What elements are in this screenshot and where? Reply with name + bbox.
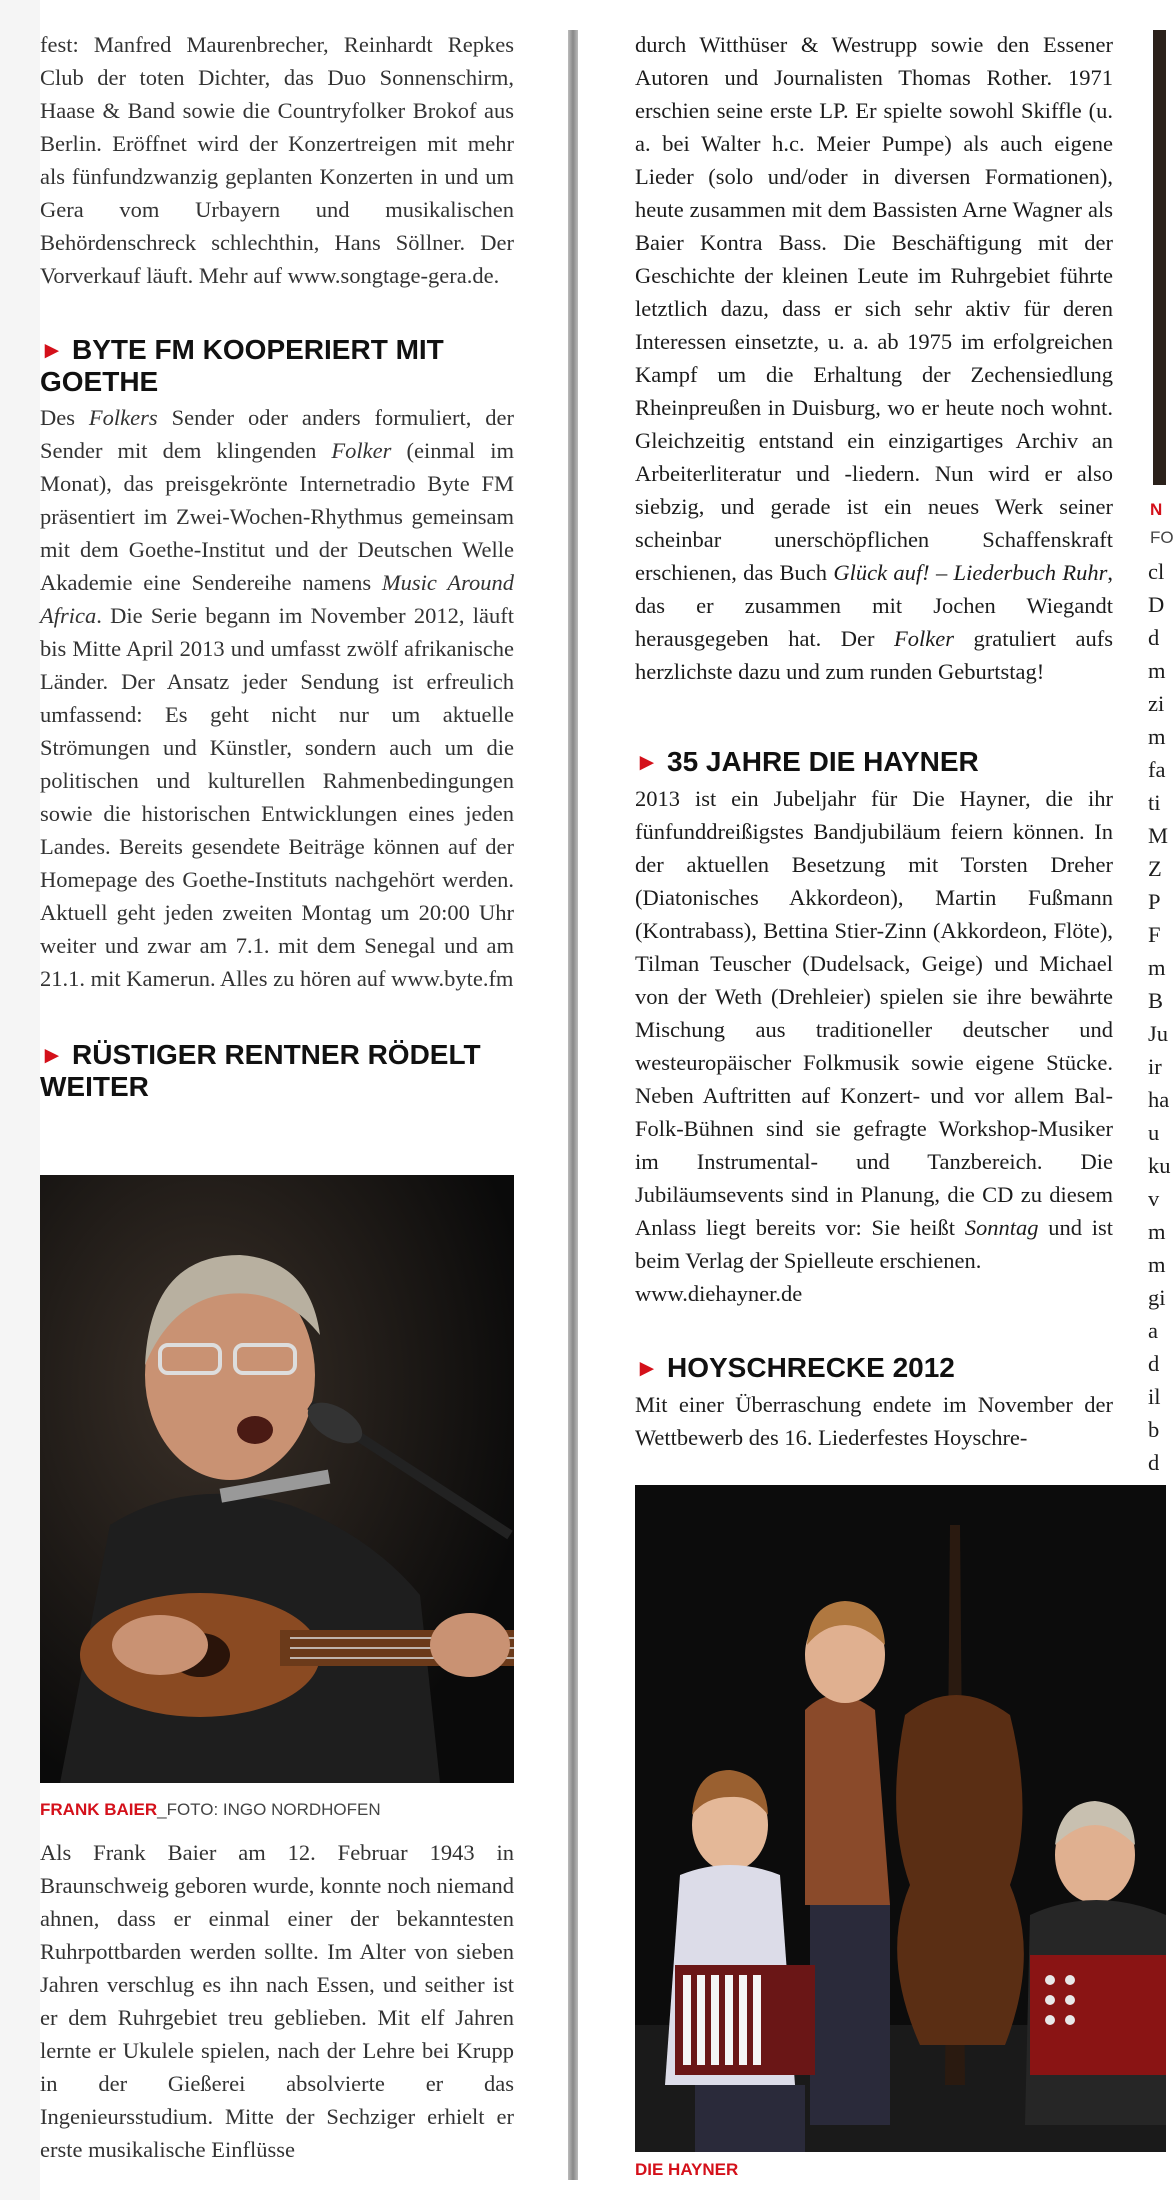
byte-fm-paragraph: [40, 401, 514, 995]
rentner-continuation: [635, 28, 1113, 688]
cut-off-line-fragment: m: [1148, 1252, 1166, 1277]
cut-off-line-fragment: a: [1148, 1318, 1158, 1343]
cut-off-line-fragment: v: [1148, 1186, 1160, 1211]
byte-fm-heading: [40, 334, 514, 397]
cut-off-line-fragment: b: [1148, 1417, 1160, 1442]
hayner-link[interactable]: www.diehayner.de: [635, 1281, 803, 1306]
cut-off-line-fragment: fa: [1148, 757, 1166, 782]
cut-off-line-fragment: m: [1148, 1219, 1166, 1244]
hoyschrecke-heading: [635, 1352, 1113, 1384]
cut-off-line-fragment: d: [1148, 1351, 1160, 1376]
hoyschrecke-heading-text: HOYSCHRECKE 2012: [667, 1352, 955, 1383]
hayner-em-1: Sonntag: [964, 1215, 1039, 1240]
byte-em-1: Folkers: [88, 405, 158, 430]
rentner-paragraph: Als Frank Baier am 12. Februar 1943 in Braunschweig geboren wurde, konnte noch niemand ahnen, dass er einmal einer der bekanntesten Ruhrpottbarden werden sollte. Im Alter von sieben Jahren verschlug es ihn nach Essen, und seither ist er dem Ruhrgebiet treu geblieben. Mit elf Jahren lernte er Ukulele spielen, nach der Lehre bei Krupp in der Gießerei absolvierte er das Ingenieursstudium. Mitte der Sechziger erhielt er erste musikalische Einflüsse: [40, 1840, 514, 2162]
cut-off-line-fragment: m: [1148, 955, 1166, 980]
byte-em-2: Folker: [331, 438, 392, 463]
cut-off-line-fragment: gi: [1148, 1285, 1166, 1310]
cut-off-line-fragment: F: [1148, 922, 1161, 947]
byte-text-1: Des: [40, 405, 89, 430]
frank-baier-photo-illustration: [40, 1175, 514, 1783]
die-hayner-photo: [635, 1485, 1166, 2152]
die-hayner-caption-text: DIE HAYNER: [635, 2160, 739, 2179]
cut-off-line-fragment: m: [1148, 724, 1166, 749]
rentner-heading: [40, 1039, 514, 1102]
frank-baier-caption: [40, 1800, 381, 1820]
cut-off-photo: [1153, 30, 1166, 485]
die-hayner-photo-illustration: [635, 1485, 1166, 2152]
cut-off-line-fragment: il: [1148, 1384, 1161, 1409]
cut-off-line-fragment: u: [1148, 1120, 1160, 1145]
cut-off-line-fragment: Ju: [1148, 1021, 1169, 1046]
byte-text-2: Sender oder anders formuliert, der Sender mit dem klingenden: [40, 405, 514, 463]
cut-off-line-fragment: d: [1148, 625, 1160, 650]
hayner-text-2: und ist beim Verlag der Spielleute erschienen.: [635, 1215, 1113, 1273]
cut-off-line-fragment: ti: [1148, 790, 1161, 815]
arrow-icon: ►: [40, 337, 64, 364]
cut-off-line-fragment: ku: [1148, 1153, 1171, 1178]
cut-off-caption: [1150, 500, 1162, 520]
hayner-paragraph: [635, 782, 1113, 1277]
arrow-icon: ►: [40, 1042, 64, 1069]
cut-off-line-fragment: Z: [1148, 856, 1162, 881]
cut-off-line-fragment: ir: [1148, 1054, 1162, 1079]
cut-off-line-fragment: d: [1148, 1450, 1160, 1475]
cut-off-line-fragment: P: [1148, 889, 1161, 914]
cut-off-column: [1148, 555, 1171, 1479]
cut-off-line-fragment: M: [1148, 823, 1169, 848]
caption-name: FRANK BAIER: [40, 1800, 158, 1819]
hayner-heading: [635, 746, 1113, 778]
cont-text-3: gratuliert aufs herzlichste dazu und zum runden Geburtstag!: [635, 626, 1113, 684]
arrow-icon: ►: [635, 749, 659, 776]
byte-text-4: . Die Serie begann im November 2012, läuft bis Mitte April 2013 und umfasst zwölf afrikanische Länder. Der Ansatz jeder Sendung ist erfreulich umfassend: Es geht nicht nur um aktuelle Strömungen und Künstler, sondern auch um die politischen und kulturellen Rahmenbedingungen sowie die historischen Entwicklungen eines jeden Landes. Bereits gesendete Beiträge können auf der Homepage des Goethe-Instituts nachgehört werden. Aktuell geht jeden zweiten Montag um 20:00 Uhr weiter und zwar am 7.1. mit dem Senegal und am 21.1. mit Kamerun. Alles zu hören auf www.byte.fm: [40, 603, 514, 991]
cont-em-2: Folker: [894, 626, 955, 651]
middle-column: [635, 28, 1113, 1454]
cut-off-caption-fo: FO: [1150, 528, 1174, 547]
page-edge-shadow: [0, 0, 40, 2200]
cont-text-1: durch Witthüser & Westrupp sowie den Essener Autoren und Journalisten Thomas Rother. 1971 erschien seine erste LP. Er spielte sowohl Skiffle (u. a. bei Walter h.c. Meier Pumpe) als auch eigene Lieder (solo und/oder in diversen Formationen), heute zusammen mit dem Bassisten Arne Wagner als Baier Kontra Bass. Die Beschäftigung mit der Geschichte der kleinen Leute im Ruhrgebiet führte letztlich dazu, dass er sich sehr aktiv für deren Interessen einsetzte, u. a. ab 1975 im erfolgreichen Kampf um die Erhaltung der Zechensiedlung Rheinpreußen in Duisburg, wo er heute noch wohnt. Gleichzeitig entstand ein einzigartiges Archiv an Arbeiterliteratur und -liedern. Nun wird er also siebzig, und gerade ist ein neues Werk seiner scheinbar unerschöpflichen Schaffenskraft erschienen, das Buch: [635, 32, 1113, 585]
frank-baier-photo: [40, 1175, 514, 1783]
page-gutter: [568, 30, 578, 2180]
cut-off-line-fragment: m: [1148, 658, 1166, 683]
cut-off-line-fragment: D: [1148, 592, 1165, 617]
cut-off-line-fragment: ha: [1148, 1087, 1170, 1112]
die-hayner-caption: [635, 2160, 738, 2180]
intro-paragraph: fest: Manfred Maurenbrecher, Reinhardt Repkes Club der toten Dichter, das Duo Sonnenschirm, Haase & Band sowie die Countryfolker Brokof aus Berlin. Eröffnet wird der Konzertreigen mit mehr als fünfundzwanzig geplanten Konzerten in und um Gera vom Urbayern und musikalischen Behördenschreck schlechthin, Hans Söllner. Der Vorverkauf läuft. Mehr auf www.songtage-gera.de.: [40, 32, 514, 288]
left-column: [40, 28, 514, 1102]
cont-text-2: , das er zusammen mit Jochen Wiegandt herausgegeben hat. Der: [635, 560, 1113, 651]
byte-text-3: (einmal im Monat), das preisgekrönte Internetradio Byte FM präsentiert im Zwei-Wochen-Rhythmus gemeinsam mit dem Goethe-Institut und der Deutschen Welle Akademie eine Sendereihe namens: [40, 438, 514, 595]
hayner-text-1: 2013 ist ein Jubeljahr für Die Hayner, die ihr fünfunddreißigstes Bandjubiläum feiern können. In der aktuellen Besetzung mit Torsten Dreher (Diatonisches Akkordeon), Martin Fußmann (Kontrabass), Bettina Stier-Zinn (Akkordeon, Flöte), Tilman Teuscher (Dudelsack, Geige) und Michael von der Weth (Drehleier) spielen sie ihre bewährte Mischung aus traditioneller deutscher und westeuropäischer Folkmusik sowie eigene Stücke. Neben Auftritten auf Konzert- und vor allem Bal-Folk-Bühnen sind sie gefragte Workshop-Musiker im Instrumental- und Tanzbereich. Die Jubiläumsevents sind in Planung, die CD zu diesem Anlass liegt bereits vor: Sie heißt: [635, 786, 1113, 1240]
rentner-body-block: [40, 1836, 514, 2166]
byte-em-3: Music Around Africa: [40, 570, 514, 628]
hoyschrecke-paragraph: Mit einer Überraschung endete im November der Wettbewerb des 16. Liederfestes Hoyschre-: [635, 1392, 1113, 1450]
cut-off-caption-n: N: [1150, 500, 1163, 519]
cut-off-line-fragment: zi: [1148, 691, 1165, 716]
cont-em-1: Glück auf! – Liederbuch Ruhr: [833, 560, 1108, 585]
rentner-heading-text: RÜSTIGER RENTNER RÖDELT WEITER: [40, 1039, 481, 1102]
caption-credit: _FOTO: INGO NORDHOFEN: [157, 1800, 381, 1819]
byte-fm-heading-text: BYTE FM KOOPERIERT MIT GOETHE: [40, 334, 444, 397]
hayner-heading-text: 35 JAHRE DIE HAYNER: [667, 746, 979, 777]
cut-off-caption-credit: [1150, 528, 1174, 548]
arrow-icon: ►: [635, 1355, 659, 1382]
cut-off-line-fragment: B: [1148, 988, 1164, 1013]
cut-off-line-fragment: cl: [1148, 559, 1165, 584]
